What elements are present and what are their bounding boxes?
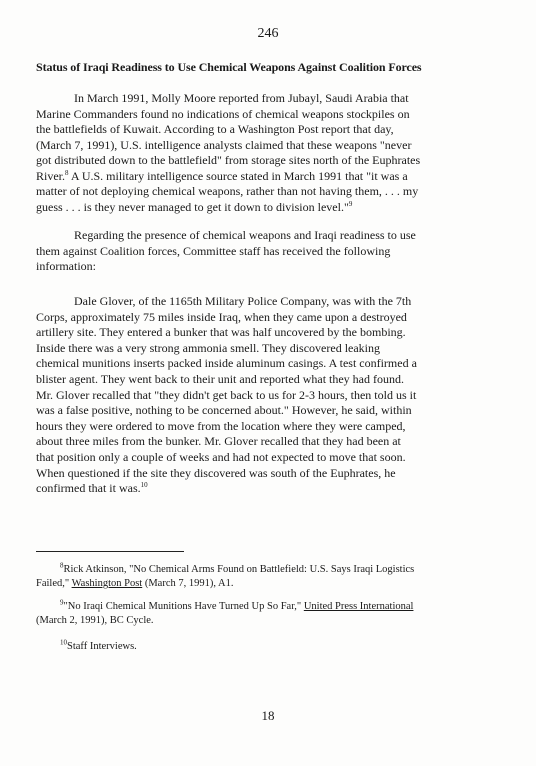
paragraph-line: about three miles from the bunker. Mr. Glover recalled that they had been at — [36, 434, 401, 449]
paragraph-line: Marine Commanders found no indications of chemical weapons stockpiles on — [36, 106, 410, 121]
paragraph-line: Corps, approximately 75 miles inside Iraq, when they came upon a destroyed — [36, 309, 407, 324]
paragraph-line: them against Coalition forces, Committee staff has received the following — [36, 243, 391, 258]
paragraph-line-with-ref — [36, 169, 506, 185]
footnote-text: (March 7, 1991), A1. — [142, 578, 234, 589]
footnote-source: United Press International — [303, 601, 414, 612]
paragraph-line: (March 7, 1991), U.S. intelligence analysts claimed that these weapons "never — [36, 137, 412, 152]
paragraph-line: hours they were ordered to move from the location where they were camped, — [36, 418, 406, 433]
paragraph-text: A U.S. military intelligence source stated in March 1991 that "it was a — [68, 168, 408, 183]
footnote-marker: 8 — [60, 561, 64, 570]
paragraph-3 — [36, 294, 506, 497]
paragraph-text: River. — [36, 168, 65, 183]
footnote-marker: 9 — [60, 598, 64, 607]
footnote-ref-10: 10 — [140, 481, 148, 490]
paragraph-2 — [36, 228, 506, 275]
paragraph-line: In March 1991, Molly Moore reported from Jubayl, Saudi Arabia that — [74, 91, 409, 105]
paragraph-line: that position only a couple of weeks and had not expected to move that soon. — [36, 449, 406, 464]
paragraph-line-with-ref — [36, 481, 506, 497]
footnote-marker: 10 — [60, 638, 67, 647]
footer-page-number: 18 — [261, 708, 275, 723]
paragraph-line: Mr. Glover recalled that "they didn't get back to us for 2-3 hours, then told us it — [36, 387, 417, 402]
footnote-text: Failed," — [36, 578, 72, 589]
paragraph-line: blister agent. They went back to their unit and reported what they had found. — [36, 371, 405, 386]
paragraph-line: Regarding the presence of chemical weapons and Iraqi readiness to use — [74, 228, 416, 242]
paragraph-line: the battlefields of Kuwait. According to a Washington Post report that day, — [36, 122, 394, 136]
paragraph-line: When questioned if the site they discovered was south of the Euphrates, he — [36, 465, 396, 480]
paragraph-line: artillery site. They entered a bunker that was half uncovered by the bombing. — [36, 325, 406, 340]
footnote-text: Staff Interviews. — [67, 641, 137, 652]
paragraph-text: confirmed that it was. — [36, 481, 141, 496]
paragraph-line-with-ref — [36, 200, 506, 216]
footnote-source: Washington Post — [71, 578, 143, 589]
header-page-number: 246 — [257, 26, 279, 41]
footnote-8 — [36, 563, 506, 591]
paragraph-line: matter of not deploying chemical weapons, rather than not having them, . . . my — [36, 184, 419, 198]
paragraph-line: was a false positive, nothing to be concerned about." However, he said, within — [36, 403, 412, 418]
paragraph-line: information: — [36, 259, 96, 273]
paragraph-line: chemical munitions inserts packed inside aluminum casings. A test confirmed a — [36, 356, 417, 371]
footnote-line — [36, 577, 506, 591]
footnote-ref-8: 8 — [65, 168, 69, 177]
paragraph-line: got distributed down to the battlefield" from storage sites north of the Euphrates — [36, 153, 421, 167]
paragraph-1 — [36, 91, 506, 215]
section-heading: Status of Iraqi Readiness to Use Chemical Weapons Against Coalition Forces — [36, 60, 422, 74]
footnote-text: "No Iraqi Chemical Munitions Have Turned Up So Far," — [63, 601, 304, 612]
footnote-divider — [36, 551, 184, 552]
footnote-10 — [60, 640, 530, 654]
footnote-line — [36, 600, 506, 614]
footnote-line — [36, 563, 506, 577]
footnote-ref-9: 9 — [348, 199, 353, 208]
paragraph-line: Dale Glover, of the 1165th Military Police Company, was with the 7th — [74, 294, 412, 308]
footnote-line — [60, 640, 530, 654]
paragraph-text: guess . . . is they never managed to get it down to division level." — [36, 199, 349, 214]
footnote-line: (March 2, 1991), BC Cycle. — [36, 615, 154, 626]
paragraph-line: Inside there was a very strong ammonia smell. They discovered leaking — [36, 340, 381, 355]
footnote-9 — [36, 600, 506, 628]
footnote-text: Rick Atkinson, "No Chemical Arms Found on Battlefield: U.S. Says Iraqi Logistics — [63, 564, 415, 575]
